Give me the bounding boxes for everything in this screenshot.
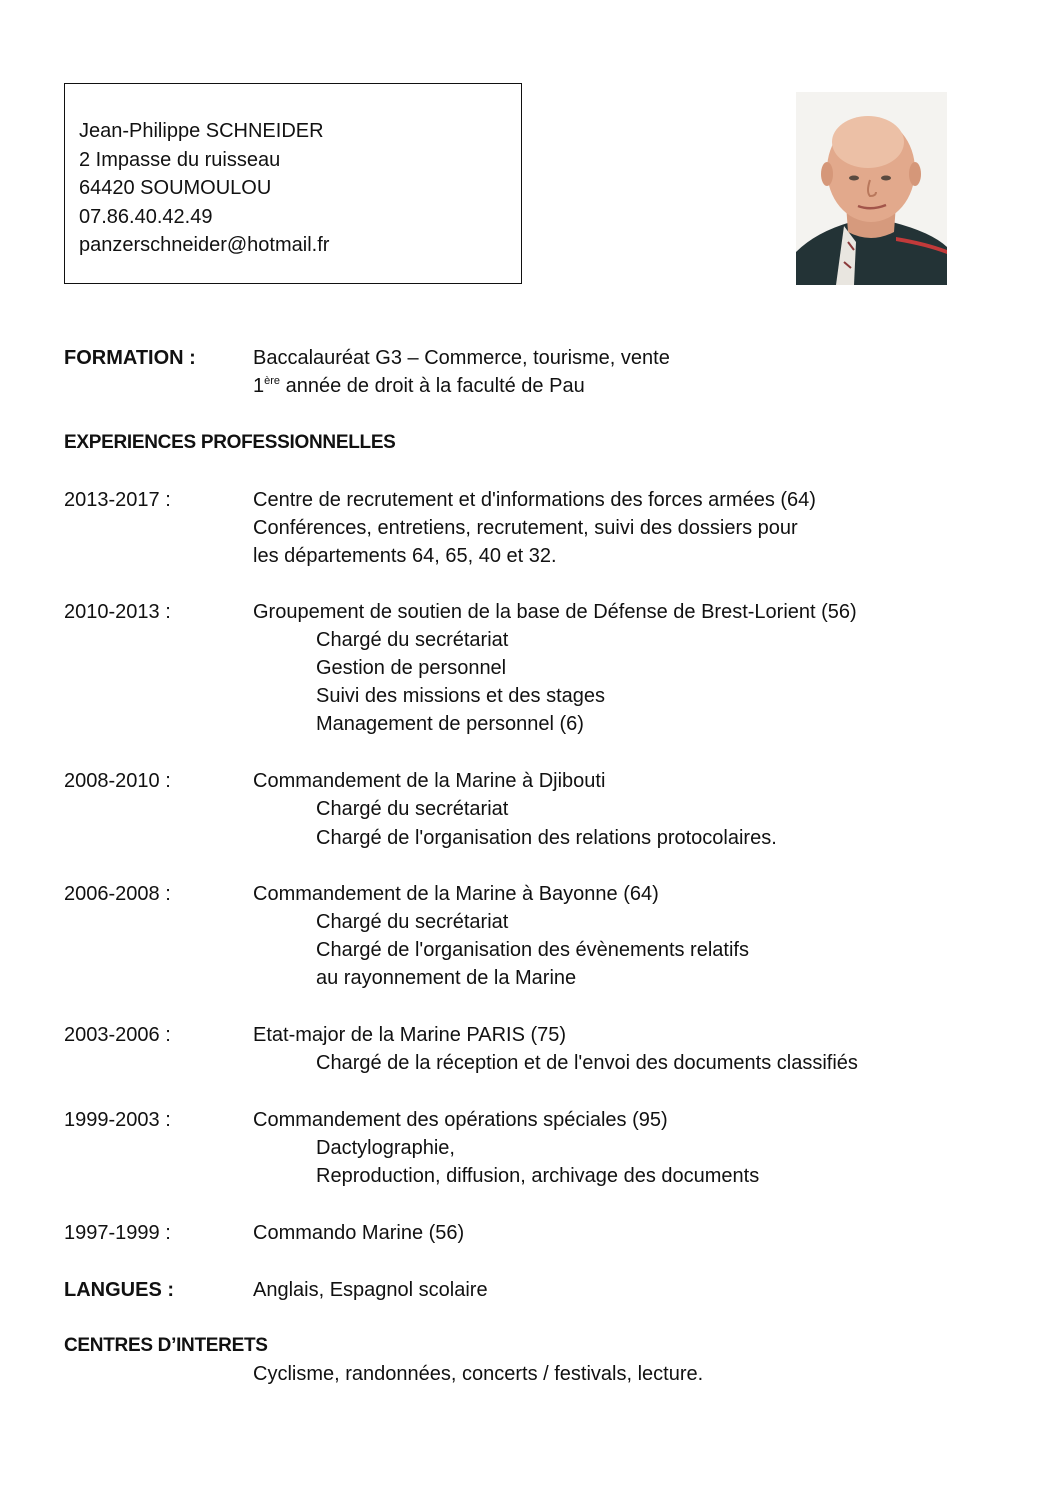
experience-task: Chargé de la réception et de l'envoi des documents classifiés [316, 1052, 858, 1074]
experience-task: Suivi des missions et des stages [316, 685, 606, 707]
contact-name: Jean-Philippe SCHNEIDER [79, 120, 324, 142]
experience-task: Chargé du secrétariat [316, 629, 509, 651]
experiences-heading: EXPERIENCES PROFESSIONNELLES [64, 432, 396, 453]
formation-label: FORMATION : [64, 347, 196, 369]
experience-period: 2013-2017 : [64, 489, 171, 511]
interets-label: CENTRES D’INTERETS [64, 1335, 268, 1356]
experience-period: 1999-2003 : [64, 1109, 171, 1131]
experience-title: Commando Marine (56) [253, 1222, 465, 1244]
formation-line-2: 1ère année de droit à la faculté de Pau [253, 375, 585, 397]
langues-label: LANGUES : [64, 1279, 174, 1301]
experience-period: 2003-2006 : [64, 1024, 171, 1046]
experience-title: Commandement de la Marine à Bayonne (64) [253, 883, 659, 905]
contact-address: 2 Impasse du ruisseau [79, 148, 281, 171]
experience-task: Dactylographie, [316, 1137, 455, 1159]
experience-task: Chargé de l'organisation des relations protocolaires. [316, 827, 777, 849]
experience-title: Commandement des opérations spéciales (95) [253, 1109, 668, 1131]
experience-task: Gestion de personnel [316, 657, 507, 679]
contact-city: 64420 SOUMOULOU [79, 177, 272, 199]
experience-title: Groupement de soutien de la base de Défense de Brest-Lorient (56) [253, 601, 857, 623]
interets-value: Cyclisme, randonnées, concerts / festivals, lecture. [253, 1363, 704, 1385]
experience-period: 2008-2010 : [64, 770, 171, 792]
experience-title: Etat-major de la Marine PARIS (75) [253, 1024, 567, 1046]
experience-task: au rayonnement de la Marine [316, 967, 577, 989]
profile-photo [796, 92, 947, 285]
experience-line: les départements 64, 65, 40 et 32. [253, 545, 557, 567]
experience-task: Reproduction, diffusion, archivage des documents [316, 1165, 760, 1187]
experience-title: Commandement de la Marine à Djibouti [253, 770, 606, 792]
experience-title: Centre de recrutement et d'informations des forces armées (64) [253, 489, 816, 511]
experience-period: 1997-1999 : [64, 1222, 171, 1244]
profile-photo-illustration [796, 92, 947, 285]
experience-line: Conférences, entretiens, recrutement, suivi des dossiers pour [253, 517, 798, 539]
experience-task: Chargé du secrétariat [316, 911, 509, 933]
formation-line-1: Baccalauréat G3 – Commerce, tourisme, vente [253, 347, 670, 369]
experience-task: Chargé du secrétariat [316, 798, 509, 820]
contact-box [64, 83, 522, 284]
experience-task: Management de personnel (6) [316, 713, 584, 735]
contact-phone: 07.86.40.42.49 [79, 205, 213, 228]
experience-period: 2010-2013 : [64, 601, 171, 623]
experience-task: Chargé de l'organisation des évènements relatifs [316, 939, 749, 961]
contact-email: panzerschneider@hotmail.fr [79, 234, 330, 256]
langues-value: Anglais, Espagnol scolaire [253, 1279, 488, 1301]
experience-period: 2006-2008 : [64, 883, 171, 905]
